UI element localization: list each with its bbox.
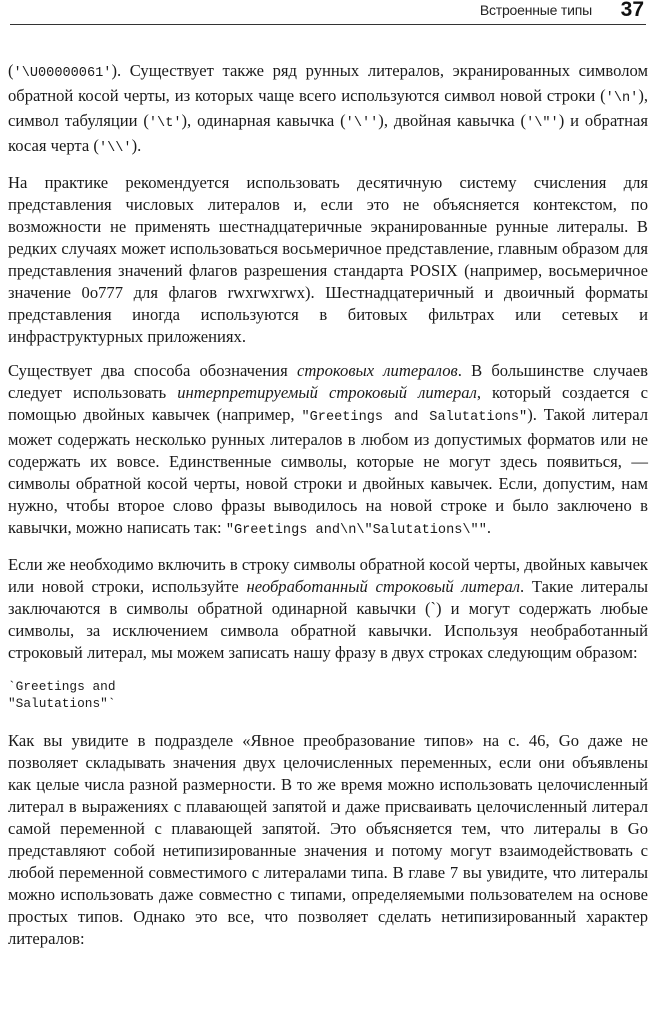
text-run: ), символ табуляции (	[8, 86, 648, 130]
text-run: ). Существует также ряд рунных литералов, экранированных символом обратной косой черты, из которых чаще всего используются символ новой строки (	[8, 61, 648, 105]
code-block	[8, 678, 648, 712]
inline-code: '\t'	[148, 116, 182, 131]
header-rule	[10, 24, 646, 25]
paragraph-string-literals	[8, 360, 648, 542]
page-body	[8, 60, 648, 962]
text-run: . Такие литералы заключаются в символы обратной одинарной кавычки (`) и могут содержать любые символы, за исключением символа обратной кавычки. Используя необработанный строковый литерал, мы можем записать нашу фразу в двух строках следующим образом:	[8, 577, 648, 662]
text-run: Существует два способа обозначения	[8, 361, 297, 380]
page-header	[0, 0, 656, 26]
text-run: . В большинстве случаев следует использовать	[8, 361, 648, 402]
inline-code: '\\'	[98, 141, 132, 156]
text-run: ).	[131, 136, 142, 155]
text-run: .	[486, 518, 492, 537]
page-number: 37	[620, 0, 644, 21]
inline-code: "Greetings and Salutations"	[301, 410, 528, 425]
text-run: ) и обратная косая черта (	[8, 111, 649, 155]
text-run: , который создается с помощью двойных кавычек (например,	[8, 383, 648, 424]
inline-code: '\U00000061'	[13, 66, 112, 81]
text-run: ), двойная кавычка (	[378, 111, 527, 130]
inline-code: '\"'	[526, 116, 559, 131]
code-line: `Greetings and	[8, 679, 116, 694]
emphasis-term: интерпретируемый строковый литерал	[177, 383, 477, 402]
inline-code: "Greetings and\n\"Salutations\""	[225, 523, 487, 538]
emphasis-term: строковых литералов	[296, 361, 458, 380]
emphasis-term: необработанный строковый литерал	[246, 577, 521, 596]
running-section-title: Встроенные типы	[479, 2, 592, 18]
paragraph-rune-escapes: ('\U00000061'). Существует также ряд рунных литералов, экранированных символом обратной косой черты, из которых чаще всего используются символ новой строки ('\n'), символ табуляции ('\t'), одинарная кавычка ('\''), двойная кавычка ('\"') и обратная косая черта ('\\').	[8, 61, 649, 156]
inline-code: '\n'	[605, 91, 639, 106]
text-run: Если же необходимо включить в строку символы обратной косой черты, двойных кавычек или новой строки, используйте	[8, 555, 648, 596]
code-line: "Salutations"`	[8, 696, 116, 711]
inline-code: '\''	[345, 116, 379, 131]
paragraph-untyped-literals: Как вы увидите в подразделе «Явное преобразование типов» на с. 46, Go даже не позволяет складывать значения двух целочисленных переменных, если они объявлены как целые числа разной размерности. В то же время можно использовать целочисленный литерал в выражениях с плавающей запятой и даже присваивать целочисленный литерал самой переменной с плавающей запятой. Это объясняется тем, что литералы в Go представляют собой нетипизированные значения и потому могут взаимодействовать с любой переменной совместимого с литералами типа. В главе 7 вы увидите, что литералы можно использовать даже совместно с типами, определяемыми пользователем на основе простых типов. Однако это все, что позволяет сделать нетипизированный характер литералов:	[8, 731, 648, 948]
paragraph-raw-strings	[8, 554, 648, 664]
paragraph-number-formats: На практике рекомендуется использовать десятичную систему счисления для представления числовых литералов и, если это не объясняется контекстом, по возможности не применять шестнадцатеричные экранированные рунные литералы. В редких случаях может использоваться восьмеричное представление, главным образом для представления значений флагов разрешения стандарта POSIX (например, восьмеричное значение 0o777 для флагов rwxrwxrwx). Шестнадцатеричный и двоичный форматы представления иногда используются в битовых фильтрах или сетевых и инфраструктурных приложениях.	[8, 173, 648, 346]
text-run: ), одинарная кавычка (	[181, 111, 346, 130]
text-run: ). Такой литерал может содержать несколько рунных литералов в любом из допустимых форматов или не содержать их вовсе. Единственные символы, которые не могут здесь появиться, — символы обратной косой черты, новой строки и двойных кавычек. Если, допустим, нам нужно, чтобы второе слово фразы выводилось на новой строке и было заключено в кавычки, можно написать так:	[8, 405, 648, 537]
